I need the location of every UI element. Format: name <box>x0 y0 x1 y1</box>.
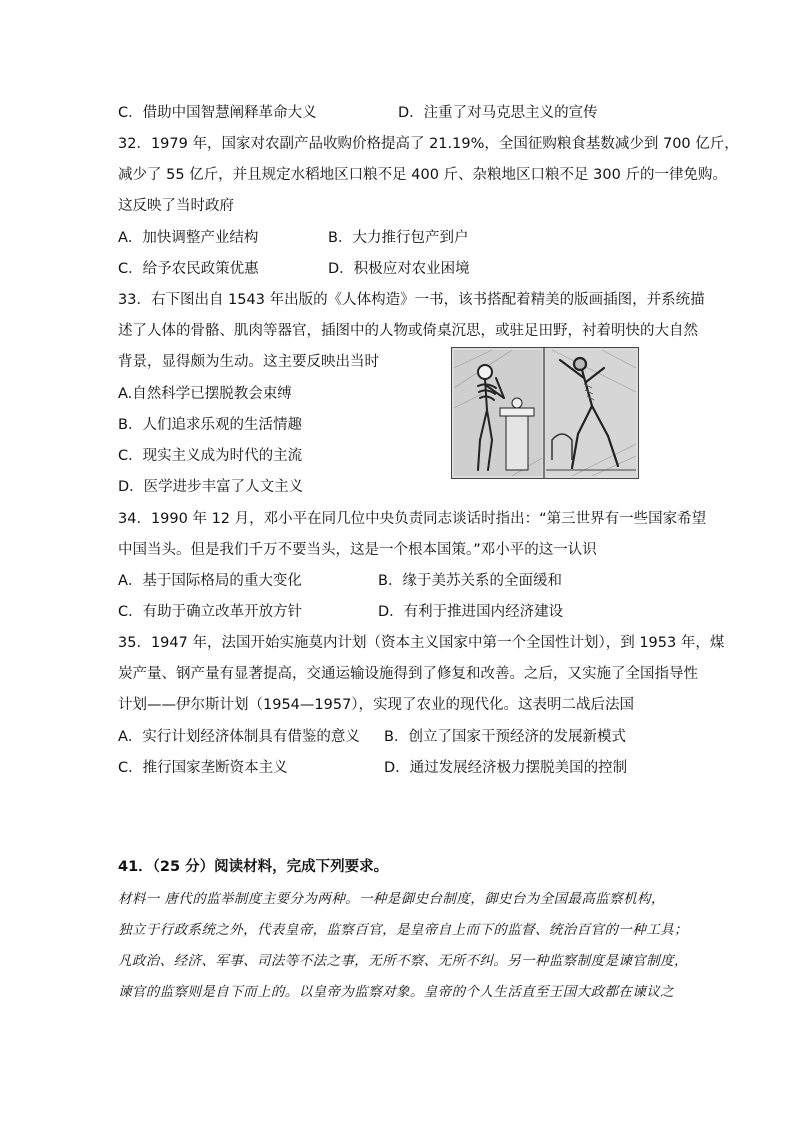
q33-stem-line-1: 33．右下图出自 1543 年出版的《人体构造》一书，该书搭配着精美的版画插图，并系统描 <box>118 292 705 308</box>
q41-title: 41．（25 分）阅读材料，完成下列要求。 <box>118 859 389 875</box>
q41-material-line-2: 独立于行政系统之外，代表皇帝，监察百官，是皇帝自上而下的监督、统治百官的一种工具； <box>118 922 688 938</box>
q33-option-c[interactable]: C．现实主义成为时代的主流 <box>118 448 303 464</box>
anatomy-engraving-drawing <box>452 348 638 478</box>
q41-material-line-4: 谏官的监察则是自下而上的。以皇帝为监察对象。皇帝的个人生活直至王国大政都在谏议之 <box>118 984 674 1000</box>
q34-option-d[interactable]: D．有利于推进国内经济建设 <box>378 604 564 620</box>
q33-option-d[interactable]: D．医学进步丰富了人文主义 <box>118 479 304 495</box>
q34-option-a[interactable]: A．基于国际格局的重大变化 <box>118 573 302 589</box>
q34-stem-line-1: 34．1990 年 12 月，邓小平在同几位中央负责同志谈话时指出：“第三世界有一些国家希望 <box>118 511 707 527</box>
q31-option-d[interactable]: D．注重了对马克思主义的宣传 <box>398 105 598 121</box>
q41-material-line-1: 材料一 唐代的监举制度主要分为两种。一种是御史台制度，御史台为全国最高监察机构， <box>118 891 665 907</box>
q34-option-b[interactable]: B．缘于美苏关系的全面缓和 <box>378 573 562 589</box>
q32-option-c[interactable]: C．给予农民政策优惠 <box>118 261 259 277</box>
q32-stem-line-3: 这反映了当时政府 <box>118 198 234 214</box>
q32-option-d[interactable]: D．积极应对农业困境 <box>328 261 470 277</box>
q35-option-d[interactable]: D．通过发展经济极力摆脱美国的控制 <box>384 760 628 776</box>
anatomy-engraving-image <box>451 347 639 479</box>
q35-stem-line-3: 计划——伊尔斯计划（1954—1957），实现了农业的现代化。这表明二战后法国 <box>118 697 635 713</box>
q33-stem-line-3: 背景，显得颇为生动。这主要反映出当时 <box>118 354 379 370</box>
q35-stem-line-2: 炭产量、钢产量有显著提高，交通运输设施得到了修复和改善。之后，又实施了全国指导性 <box>118 666 698 682</box>
q33-option-a[interactable]: A.自然科学已摆脱教会束缚 <box>118 386 292 402</box>
q32-stem-line-1: 32．1979 年，国家对农副产品收购价格提高了 21.19%，全国征购粮食基数减少到 700 亿斤， <box>118 136 739 152</box>
q32-option-b[interactable]: B．大力推行包产到户 <box>328 230 469 246</box>
q35-option-c[interactable]: C．推行国家垄断资本主义 <box>118 760 288 776</box>
q32-stem-line-2: 减少了 55 亿斤，并且规定水稻地区口粮不足 400 斤、杂粮地区口粮不足 300 斤的一律免购。 <box>118 167 727 183</box>
q34-option-c[interactable]: C．有助于确立改革开放方针 <box>118 604 303 620</box>
q31-option-c[interactable]: C．借助中国智慧阐释革命大义 <box>118 105 317 121</box>
q33-option-b[interactable]: B．人们追求乐观的生活情趣 <box>118 417 302 433</box>
q32-option-a[interactable]: A．加快调整产业结构 <box>118 230 259 246</box>
q35-stem-line-1: 35．1947 年，法国开始实施莫内计划（资本主义国家中第一个全国性计划），到 1953 年，煤 <box>118 635 725 651</box>
q33-stem-line-2: 述了人体的骨骼、肌肉等器官，插图中的人物或倚桌沉思，或驻足田野，衬着明快的大自然 <box>118 323 698 339</box>
q35-option-b[interactable]: B．创立了国家干预经济的发展新模式 <box>384 729 626 745</box>
q41-material-line-3: 凡政治、经济、军事、司法等不法之事，无所不察、无所不纠。另一种监察制度是谏官制度， <box>118 953 688 969</box>
q35-option-a[interactable]: A．实行计划经济体制具有借鉴的意义 <box>118 729 360 745</box>
q34-stem-line-2: 中国当头。但是我们千万不要当头，这是一个根本国策。”邓小平的这一认识 <box>118 542 597 558</box>
